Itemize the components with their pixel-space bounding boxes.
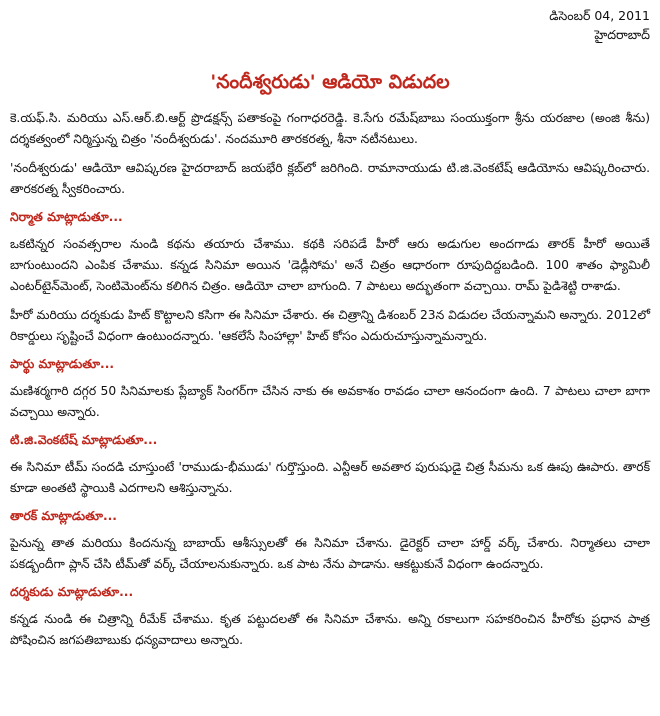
intro-paragraph: కె.యఫ్.సి. మరియు ఎస్.ఆర్.బి.ఆర్ట్ ప్రొడక్షన్స్ పతాకంపై గంగాధరరెడ్డి. కె.సేగు రమేష్‌బాబు సంయుక్తంగా శ్రీను యరజాల (అంజి శీను) దర్శకత్వంలో నిర్మిస్తున్న చిత్రం 'నందీశ్వరుడు'. నందమూరి తారకరత్న, శీనా నటీనటులు.	[10, 111, 650, 146]
subhead-tarak: తారక్ మాట్లాడుతూ...	[10, 509, 117, 523]
director-paragraph: కన్నడ నుండి ఈ చిత్రాన్ని రీమేక్ చేశాము. కృత పట్టుదలతో ఈ సినిమా చేశాను. అన్ని రకాలుగా సహకరించిన హీరోకు ప్రధాన పాత్ర పోషించిన జగపతిబాబుకు ధన్యవాదాలు అన్నారు.	[10, 612, 650, 647]
dateline	[10, 6, 650, 44]
subhead-tg-venkatesh: టి.జి.వెంకటేష్ మాట్లాడుతూ...	[10, 433, 158, 447]
launch-paragraph: 'నందీశ్వరుడు' ఆడియో ఆవిష్కరణ హైదరాబాద్ జయభేరి క్లబ్‌లో జరిగింది. రామానాయుడు టి.జి.వెంకటేష్ ఆడియోను ఆవిష్కరించారు. తారకరత్న స్వీకరించారు.	[10, 161, 650, 196]
subhead-parthu: పార్థు మాట్లాడుతూ...	[10, 357, 115, 371]
tg-venkatesh-paragraph: ఈ సినిమా టీమ్ సందడి చూస్తుంటే 'రాముడు-భీముడు' గుర్తొస్తుంది. ఎన్టీఆర్ అవతార పురుషుడై చిత్ర సీమను ఒక ఊపు ఊపారు. తారక్ కూడా అంతటి స్థాయికి ఎదగాలని ఆశిస్తున్నాను.	[10, 460, 650, 495]
article-place: హైదరాబాద్	[594, 27, 650, 42]
article-date: డిసెంబర్ 04, 2011	[549, 8, 650, 23]
producer-paragraph-1: ఒకటిన్నర సంవత్సరాల నుండి కథను తయారు చేశాము. కథకి సరిపడే హీరో ఆరు అడుగుల అందగాడు తారక్ హీరో అయితే బాగుంటుందని ఎంపిక చేశాము. కన్నడ సినిమా అయిన 'డెడ్లీసోమ' అనే చిత్రం ఆధారంగా రూపుదిద్దబడింది. 100 శాతం ఫ్యామిలీ ఎంటర్‌టైన్‌మెంట్, సెంటిమెంట్‌ను కలిగిన చిత్రం. ఆడియో చాలా బాగుంది. 7 పాటలు అద్భుతంగా వచ్చాయి. రామ్ పైడిశెట్టి రాశాడు.	[10, 237, 650, 293]
article-title: 'నందీశ్వరుడు' ఆడియో విడుదల	[210, 71, 450, 93]
subhead-director: దర్శకుడు మాట్లాడుతూ...	[10, 585, 134, 599]
producer-paragraph-2: హీరో మరియు దర్శకుడు హిట్ కొట్టాలని కసిగా ఈ సినిమా చేశారు. ఈ చిత్రాన్ని డిశంబర్ 23న విడుదల చేయన్నామని అన్నారు. 2012లో రికార్డులు సృష్టించే విధంగా ఉంటుందన్నారు. 'ఆకలేసే సింహాల్లా' హిట్ కోసం ఎదురుచూస్తున్నామన్నారు.	[10, 308, 650, 343]
tarak-paragraph: పైనున్న తాత మరియు కిందనున్న బాబాయ్ ఆశీస్సులతో ఈ సినిమా చేశాను. డైరెక్టర్ చాలా హార్డ్ వర్క్ చేశారు. నిర్మాతలు చాలా పకడ్బందీగా ప్లాన్ చేసి టీమ్‌తో వర్క్ చేయాలనుకున్నారు. ఒక పాట నేను పాడాను. ఆకట్టుకునే విధంగా ఉందన్నారు.	[10, 536, 650, 571]
parthu-paragraph: మణిశర్మగారి దగ్గర 50 సినిమాలకు ప్లేబ్యాక్ సింగర్‌గా చేసిన నాకు ఈ అవకాశం రావడం చాలా ఆనందంగా ఉంది. 7 పాటలు చాలా బాగా వచ్చాయి అన్నారు.	[10, 384, 650, 419]
subhead-producer: నిర్మాత మాట్లాడుతూ...	[10, 210, 123, 224]
